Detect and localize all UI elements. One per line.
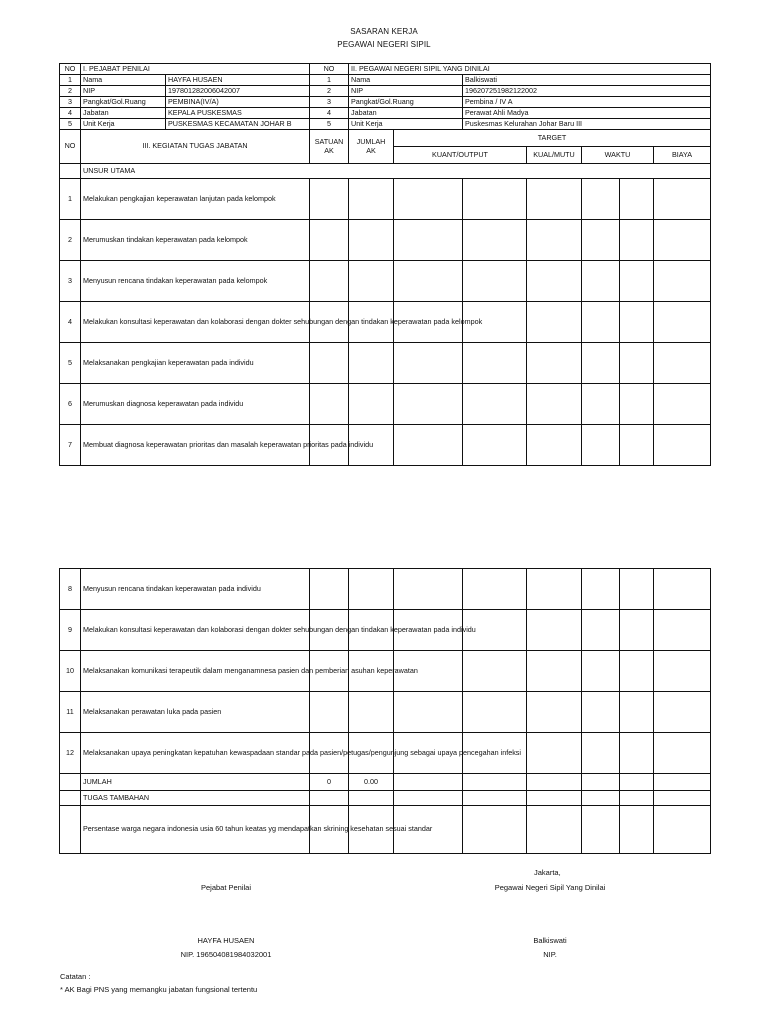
activity-value-cell — [582, 220, 620, 261]
pegawai-row-no: 2 — [310, 86, 349, 97]
pegawai-no-header: NO — [310, 64, 349, 75]
activity-value-cell — [463, 692, 527, 733]
activity-value-cell — [463, 384, 527, 425]
tugas-tambahan-item-no-cell — [60, 806, 81, 854]
activity-value-cell — [394, 692, 463, 733]
pegawai-row-no: 3 — [310, 97, 349, 108]
activity-no: 12 — [60, 733, 81, 774]
activity-value-cell — [582, 261, 620, 302]
activity-value-cell — [310, 179, 349, 220]
activity-no: 8 — [60, 569, 81, 610]
activity-value-cell — [620, 384, 654, 425]
activity-value-cell — [394, 179, 463, 220]
activity-text: Menyusun rencana tindakan keperawatan pada kelompok — [81, 261, 310, 302]
activity-value-cell — [582, 610, 620, 651]
activity-value-cell — [463, 261, 527, 302]
pejabat-section-header: I. PEJABAT PENILAI — [81, 64, 310, 75]
pejabat-row-no: 1 — [60, 75, 81, 86]
place-date: Jakarta, — [534, 868, 561, 877]
activity-value-cell — [654, 651, 711, 692]
activity-value-cell — [394, 384, 463, 425]
activity-value-cell — [654, 692, 711, 733]
pegawai-nip: NIP. — [543, 950, 557, 959]
activity-value-cell — [394, 220, 463, 261]
activity-value-cell — [582, 179, 620, 220]
pejabat-row-label: Unit Kerja — [81, 119, 166, 130]
empty-cell — [527, 774, 582, 791]
activity-value-cell — [620, 610, 654, 651]
jumlah-ak-line1: JUMLAH — [356, 136, 386, 146]
activity-value-cell — [463, 569, 527, 610]
activity-text: Melaksanakan komunikasi terapeutik dalam menganamnesa pasien dan pemberian asuhan keperawatan — [81, 651, 310, 692]
activity-text: Membuat diagnosa keperawatan prioritas dan masalah keperawatan prioritas pada individu — [81, 425, 310, 466]
activity-no: 7 — [60, 425, 81, 466]
empty-cell — [582, 791, 620, 806]
document-title: SASARAN KERJA — [350, 27, 418, 36]
activity-no: 6 — [60, 384, 81, 425]
col-kuant-header: KUANT/OUTPUT — [394, 147, 527, 164]
activity-value-cell — [654, 261, 711, 302]
pejabat-row-no: 4 — [60, 108, 81, 119]
pegawai-row-label: Pangkat/Gol.Ruang — [349, 97, 463, 108]
activity-value-cell — [349, 179, 394, 220]
empty-cell — [620, 806, 654, 854]
activity-value-cell — [654, 425, 711, 466]
activity-value-cell — [394, 343, 463, 384]
col-kual-header: KUAL/MUTU — [527, 147, 582, 164]
pegawai-row-value: Balkiswati — [463, 75, 711, 86]
activity-value-cell — [620, 733, 654, 774]
activity-value-cell — [654, 610, 711, 651]
jumlah-total-value: 0.00 — [349, 774, 394, 791]
activity-value-cell — [620, 343, 654, 384]
activity-text: Melaksanakan perawatan luka pada pasien — [81, 692, 310, 733]
col-waktu-header: WAKTU — [582, 147, 654, 164]
empty-cell — [463, 791, 527, 806]
jumlah-satuan-value: 0 — [310, 774, 349, 791]
activity-row — [60, 302, 711, 343]
empty-cell — [349, 791, 394, 806]
activity-value-cell — [349, 261, 394, 302]
identity-row — [60, 75, 711, 86]
empty-cell — [527, 791, 582, 806]
activity-value-cell — [527, 569, 582, 610]
empty-cell — [620, 774, 654, 791]
activity-value-cell — [349, 220, 394, 261]
activity-row — [60, 692, 711, 733]
empty-cell — [463, 806, 527, 854]
catatan-label: Catatan : — [60, 972, 91, 981]
activity-value-cell — [582, 569, 620, 610]
activity-value-cell — [654, 302, 711, 343]
activity-no: 5 — [60, 343, 81, 384]
activity-value-cell — [527, 610, 582, 651]
activity-value-cell — [620, 179, 654, 220]
activity-value-cell — [654, 220, 711, 261]
activity-value-cell — [620, 569, 654, 610]
activity-row — [60, 220, 711, 261]
activity-text: Melakukan konsultasi keperawatan dan kolaborasi dengan dokter sehubungan dengan tindakan keperawatan pada individu — [81, 610, 310, 651]
sasaran-kerja-table — [59, 63, 711, 466]
activity-value-cell — [527, 179, 582, 220]
activity-no: 2 — [60, 220, 81, 261]
document-subtitle: PEGAWAI NEGERI SIPIL — [337, 40, 431, 49]
tugas-tambahan-label: TUGAS TAMBAHAN — [81, 791, 310, 806]
activity-no: 3 — [60, 261, 81, 302]
activity-no: 10 — [60, 651, 81, 692]
pejabat-row-label: Pangkat/Gol.Ruang — [81, 97, 166, 108]
activity-text: Melaksanakan upaya peningkatan kepatuhan kewaspadaan standar pada pasien/petugas/pengunjung sebagai upaya pencegahan infeksi — [81, 733, 310, 774]
pejabat-row-label: Nama — [81, 75, 166, 86]
activity-row — [60, 733, 711, 774]
catatan-text: * AK Bagi PNS yang memangku jabatan fungsional tertentu — [60, 985, 258, 994]
activity-value-cell — [349, 569, 394, 610]
activity-value-cell — [620, 261, 654, 302]
empty-cell — [582, 774, 620, 791]
activity-value-cell — [582, 733, 620, 774]
activity-value-cell — [349, 692, 394, 733]
activity-value-cell — [394, 425, 463, 466]
activity-value-cell — [582, 425, 620, 466]
jumlah-no-cell — [60, 774, 81, 791]
empty-cell — [527, 806, 582, 854]
activity-value-cell — [582, 384, 620, 425]
activity-value-cell — [620, 651, 654, 692]
activity-value-cell — [527, 220, 582, 261]
pegawai-row-no: 1 — [310, 75, 349, 86]
pejabat-no-header: NO — [60, 64, 81, 75]
unsur-utama-label: UNSUR UTAMA — [81, 164, 711, 179]
activity-value-cell — [463, 220, 527, 261]
pegawai-row-no: 5 — [310, 119, 349, 130]
col-jumlah-ak-header — [349, 130, 394, 164]
col-satuan-ak-header — [310, 130, 349, 164]
activity-row — [60, 651, 711, 692]
satuan-ak-line2: AK — [324, 145, 334, 155]
empty-cell — [654, 791, 711, 806]
pegawai-row-value: 196207251982122002 — [463, 86, 711, 97]
pejabat-row-value: PEMBINA(IV/A) — [166, 97, 310, 108]
activity-row — [60, 384, 711, 425]
pejabat-nip: NIP. 196504081984032001 — [180, 950, 272, 959]
identity-row — [60, 86, 711, 97]
activity-value-cell — [463, 425, 527, 466]
col-biaya-header: BIAYA — [654, 147, 711, 164]
activity-value-cell — [654, 343, 711, 384]
activity-value-cell — [654, 733, 711, 774]
satuan-ak-line1: SATUAN — [314, 136, 344, 146]
activity-no: 11 — [60, 692, 81, 733]
empty-cell — [310, 791, 349, 806]
activity-row — [60, 179, 711, 220]
activity-value-cell — [654, 384, 711, 425]
activity-text: Merumuskan diagnosa keperawatan pada individu — [81, 384, 310, 425]
activity-no: 9 — [60, 610, 81, 651]
pejabat-row-label: NIP — [81, 86, 166, 97]
pejabat-row-no: 5 — [60, 119, 81, 130]
activity-value-cell — [349, 384, 394, 425]
activity-value-cell — [310, 261, 349, 302]
pegawai-row-label: Jabatan — [349, 108, 463, 119]
col-kegiatan-header: III. KEGIATAN TUGAS JABATAN — [81, 130, 310, 164]
tugas-tambahan-no-cell — [60, 791, 81, 806]
jumlah-ak-line2: AK — [366, 145, 376, 155]
activity-value-cell — [620, 692, 654, 733]
activity-value-cell — [394, 261, 463, 302]
pejabat-row-value: 197801282006042007 — [166, 86, 310, 97]
jumlah-label: JUMLAH — [81, 774, 310, 791]
pejabat-row-value: HAYFA HUSAEN — [166, 75, 310, 86]
pegawai-row-label: Nama — [349, 75, 463, 86]
activity-value-cell — [620, 425, 654, 466]
activity-row — [60, 261, 711, 302]
empty-cell — [620, 791, 654, 806]
pejabat-name: HAYFA HUSAEN — [197, 936, 255, 945]
activity-row — [60, 425, 711, 466]
unsur-utama-no-cell — [60, 164, 81, 179]
activity-value-cell — [463, 343, 527, 384]
activity-value-cell — [527, 343, 582, 384]
activity-value-cell — [310, 384, 349, 425]
identity-row — [60, 108, 711, 119]
pejabat-row-no: 2 — [60, 86, 81, 97]
activity-value-cell — [394, 569, 463, 610]
col-no-header: NO — [60, 130, 81, 164]
activity-value-cell — [527, 302, 582, 343]
activity-value-cell — [349, 343, 394, 384]
activity-no: 1 — [60, 179, 81, 220]
pegawai-row-value: Perawat Ahli Madya — [463, 108, 711, 119]
empty-cell — [394, 774, 463, 791]
activity-value-cell — [620, 302, 654, 343]
activity-value-cell — [527, 692, 582, 733]
empty-cell — [654, 774, 711, 791]
pegawai-row-value: Puskesmas Kelurahan Johar Baru III — [463, 119, 711, 130]
activity-row — [60, 343, 711, 384]
empty-cell — [654, 806, 711, 854]
activity-value-cell — [527, 733, 582, 774]
activity-text: Menyusun rencana tindakan keperawatan pada individu — [81, 569, 310, 610]
pejabat-row-value: PUSKESMAS KECAMATAN JOHAR B — [166, 119, 310, 130]
activity-value-cell — [463, 179, 527, 220]
identity-row — [60, 97, 711, 108]
activity-text: Melakukan pengkajian keperawatan lanjutan pada kelompok — [81, 179, 310, 220]
sasaran-kerja-table-continued — [59, 568, 711, 854]
activity-value-cell — [463, 651, 527, 692]
activity-value-cell — [527, 425, 582, 466]
activity-value-cell — [654, 569, 711, 610]
pegawai-section-header: II. PEGAWAI NEGERI SIPIL YANG DINILAI — [349, 64, 711, 75]
pegawai-row-label: Unit Kerja — [349, 119, 463, 130]
activity-value-cell — [582, 651, 620, 692]
activity-text: Merumuskan tindakan keperawatan pada kelompok — [81, 220, 310, 261]
activity-value-cell — [310, 569, 349, 610]
activity-value-cell — [654, 179, 711, 220]
activity-no: 4 — [60, 302, 81, 343]
pejabat-penilai-label: Pejabat Penilai — [200, 883, 252, 892]
activity-value-cell — [527, 384, 582, 425]
activity-value-cell — [527, 261, 582, 302]
activity-value-cell — [582, 343, 620, 384]
identity-row — [60, 119, 711, 130]
empty-cell — [463, 774, 527, 791]
tugas-tambahan-item-text: Persentase warga negara indonesia usia 60 tahun keatas yg mendapatkan skrining kesehatan sesuai standar — [81, 806, 310, 854]
activity-value-cell — [310, 343, 349, 384]
pejabat-row-label: Jabatan — [81, 108, 166, 119]
pegawai-row-value: Pembina / IV A — [463, 97, 711, 108]
pegawai-row-label: NIP — [349, 86, 463, 97]
col-target-header: TARGET — [394, 130, 711, 147]
activity-value-cell — [582, 692, 620, 733]
empty-cell — [394, 791, 463, 806]
activity-value-cell — [310, 692, 349, 733]
empty-cell — [582, 806, 620, 854]
pegawai-row-no: 4 — [310, 108, 349, 119]
pejabat-row-value: KEPALA PUSKESMAS — [166, 108, 310, 119]
activity-row — [60, 569, 711, 610]
activity-row — [60, 610, 711, 651]
activity-value-cell — [620, 220, 654, 261]
pegawai-dinilai-label: Pegawai Negeri Sipil Yang Dinilai — [494, 883, 606, 892]
pejabat-row-no: 3 — [60, 97, 81, 108]
pegawai-name: Balkiswati — [533, 936, 567, 945]
activity-text: Melaksanakan pengkajian keperawatan pada individu — [81, 343, 310, 384]
activity-value-cell — [582, 302, 620, 343]
activity-value-cell — [310, 220, 349, 261]
activity-text: Melakukan konsultasi keperawatan dan kolaborasi dengan dokter sehubungan dengan tindakan keperawatan pada kelompok — [81, 302, 310, 343]
activity-value-cell — [527, 651, 582, 692]
